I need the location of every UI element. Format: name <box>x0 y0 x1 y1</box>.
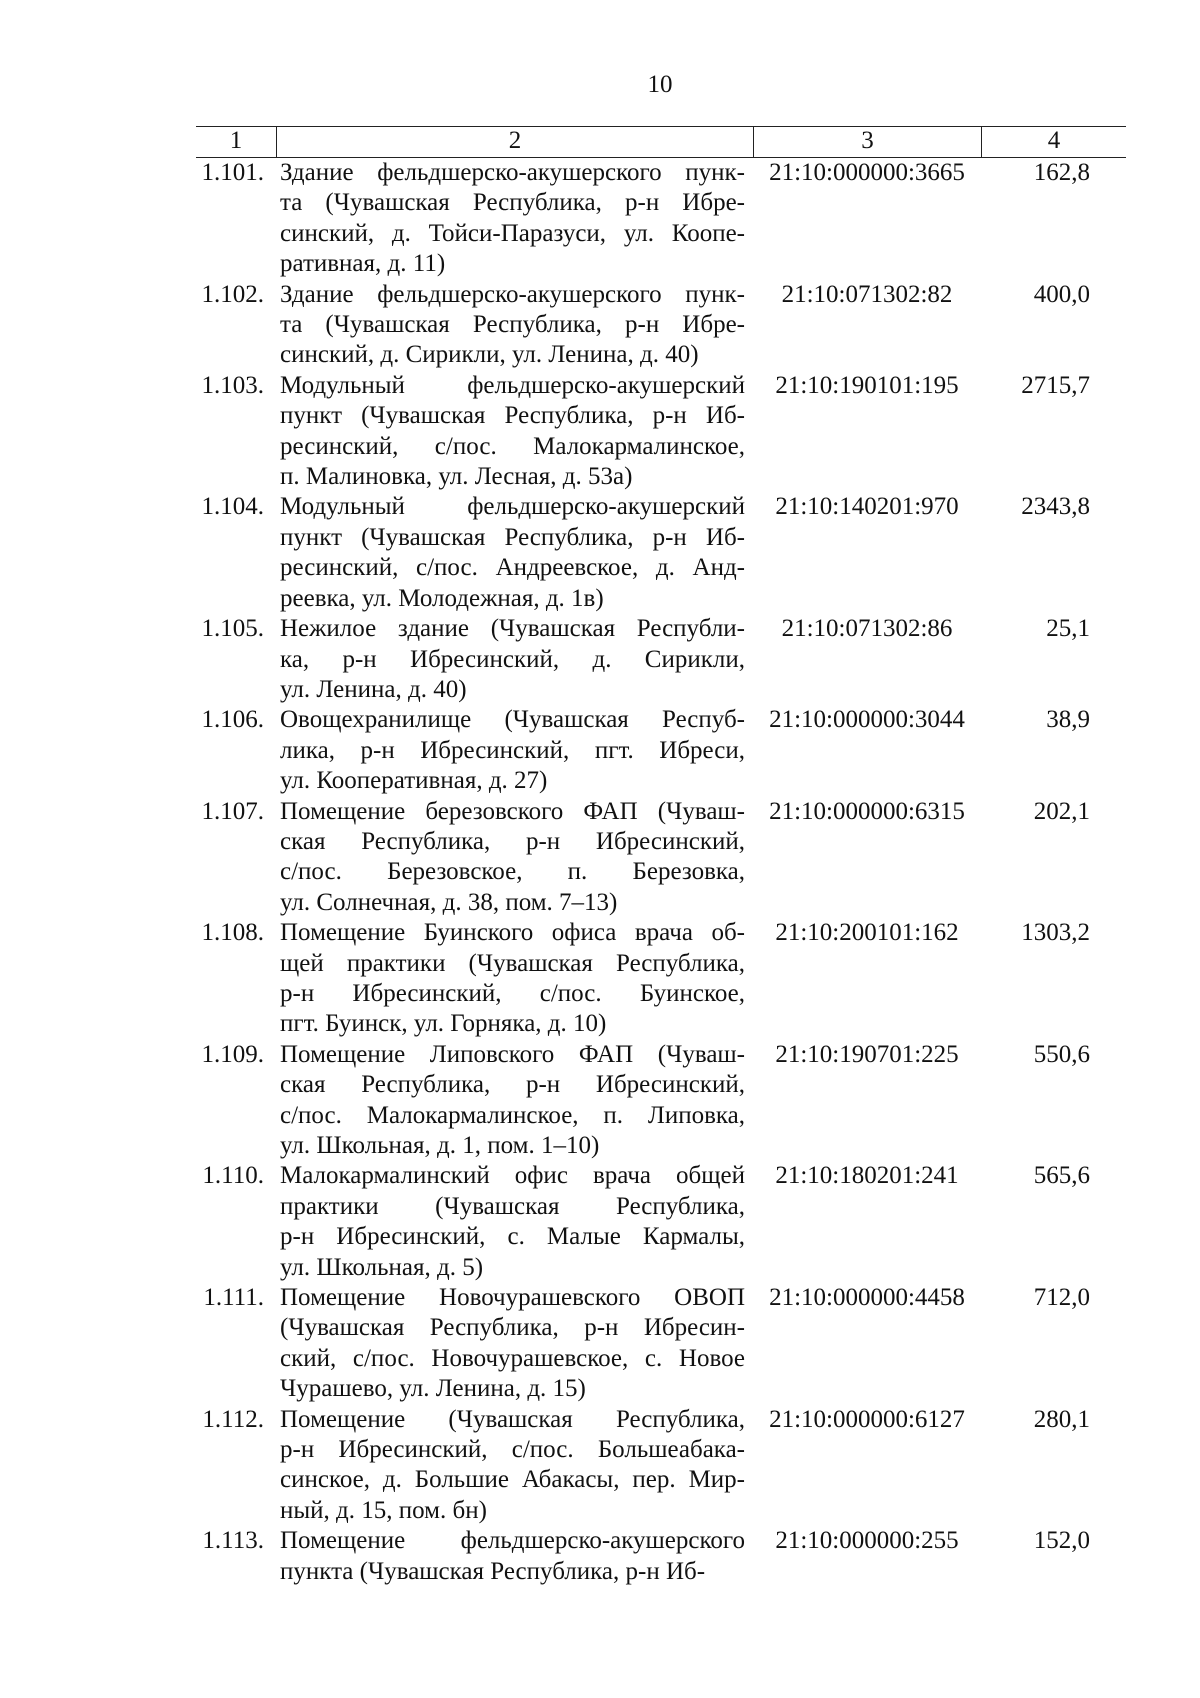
description-line: синское, д. Большие Абакасы, пер. Мир- <box>280 1466 745 1494</box>
description-line: Малокармалинский офис врача общей <box>280 1162 745 1190</box>
object-description <box>276 1526 753 1587</box>
description-line: Чурашево, ул. Ленина, д. 15) <box>280 1375 586 1403</box>
description-line: пункт (Чувашская Республика, р-н Иб- <box>280 402 745 430</box>
object-description <box>276 1405 753 1527</box>
description-line: та (Чувашская Республика, р-н Ибре- <box>280 189 745 217</box>
cadastral-number: 21:10:190701:225 <box>775 1040 959 1068</box>
area-value: 2715,7 <box>1021 371 1090 399</box>
description-line: с/пос. Малокармалинское, п. Липовка, <box>280 1101 745 1129</box>
description-line: ул. Школьная, д. 5) <box>280 1253 484 1281</box>
row-number: 1.111. <box>203 1284 264 1312</box>
description-line: ресинский, с/пос. Андреевское, д. Анд- <box>280 554 745 582</box>
object-description <box>276 158 753 280</box>
area-value: 162,8 <box>1033 159 1090 186</box>
cadastral-number: 21:10:140201:970 <box>775 493 959 521</box>
description-line: Помещение Липовского ФАП (Чуваш- <box>280 1040 745 1068</box>
object-description <box>276 280 753 371</box>
description-line: Модульный фельдшерско-акушерский <box>280 371 745 399</box>
description-line: Помещение березовского ФАП (Чуваш- <box>280 797 745 825</box>
table-row <box>196 1283 1126 1405</box>
area-value: 1303,2 <box>1021 919 1090 947</box>
description-line: практики (Чувашская Республика, <box>280 1192 745 1220</box>
description-line: ный, д. 15, пом. бн) <box>280 1496 487 1524</box>
description-line: ский, с/пос. Новочурашевское, с. Новое <box>280 1344 745 1372</box>
page-number: 10 <box>647 71 673 98</box>
description-line: Помещение фельдшерско-акушерского <box>280 1527 745 1555</box>
area-value: 202,1 <box>1033 797 1090 825</box>
area-value: 400,0 <box>1033 280 1090 308</box>
cadastral-number: 21:10:000000:255 <box>775 1527 959 1555</box>
area-value: 25,1 <box>1046 615 1090 643</box>
table-row <box>196 705 1126 796</box>
row-number: 1.112. <box>202 1405 264 1433</box>
area-value: 712,0 <box>1033 1284 1090 1312</box>
header-col-3: 3 <box>753 127 981 157</box>
table-row <box>196 918 1126 1040</box>
area-value: 152,0 <box>1033 1527 1090 1555</box>
row-number: 1.101. <box>201 159 264 186</box>
area-value: 280,1 <box>1033 1405 1090 1433</box>
description-line: ул. Солнечная, д. 38, пом. 7–13) <box>280 888 618 916</box>
row-number: 1.109. <box>201 1040 264 1068</box>
row-number: 1.103. <box>201 371 264 399</box>
table-row <box>196 492 1126 614</box>
row-number: 1.104. <box>201 493 264 521</box>
row-number: 1.102. <box>201 280 264 308</box>
property-table <box>196 126 1126 1587</box>
row-number: 1.105. <box>201 615 264 643</box>
description-line: Здание фельдшерско-акушерского пунк- <box>280 280 745 308</box>
cadastral-number: 21:10:000000:3665 <box>769 159 965 186</box>
object-description <box>276 797 753 919</box>
cadastral-number: 21:10:190101:195 <box>775 371 959 399</box>
description-line: (Чувашская Республика, р-н Ибресин- <box>280 1314 745 1342</box>
description-line: р-н Ибресинский, с. Малые Кармалы, <box>280 1223 745 1251</box>
cadastral-number: 21:10:200101:162 <box>775 919 959 947</box>
table-row <box>196 1161 1126 1283</box>
header-col-1: 1 <box>229 127 243 154</box>
row-number: 1.106. <box>201 706 264 734</box>
table-row <box>196 1405 1126 1527</box>
description-line: с/пос. Березовское, п. Березовка, <box>280 858 745 886</box>
object-description <box>276 705 753 796</box>
table-row <box>196 371 1126 493</box>
description-line: ресинский, с/пос. Малокармалинское, <box>280 432 745 460</box>
description-line: Помещение Буинского офиса врача об- <box>280 919 745 947</box>
object-description <box>276 371 753 493</box>
description-line: ская Республика, р-н Ибресинский, <box>280 827 745 855</box>
description-line: ка, р-н Ибресинский, д. Сирикли, <box>280 645 745 673</box>
cadastral-number: 21:10:000000:4458 <box>769 1284 965 1312</box>
description-line: р-н Ибресинский, с/пос. Большеабака- <box>280 1436 745 1464</box>
cadastral-number: 21:10:000000:6315 <box>769 797 965 825</box>
description-line: щей практики (Чувашская Республика, <box>280 949 745 977</box>
description-line: Овощехранилище (Чувашская Респуб- <box>280 706 745 734</box>
table-row <box>196 797 1126 919</box>
area-value: 2343,8 <box>1021 493 1090 521</box>
table-row <box>196 280 1126 371</box>
description-line: п. Малиновка, ул. Лесная, д. 53а) <box>280 463 633 491</box>
object-description <box>276 1283 753 1405</box>
object-description <box>276 918 753 1040</box>
object-description <box>276 614 753 705</box>
description-line: пункт (Чувашская Республика, р-н Иб- <box>280 523 745 551</box>
table-row <box>196 1526 1126 1587</box>
object-description <box>276 492 753 614</box>
table-row <box>196 1040 1126 1162</box>
table-row <box>196 158 1126 280</box>
cadastral-number: 21:10:071302:82 <box>781 280 953 308</box>
description-line: пгт. Буинск, ул. Горняка, д. 10) <box>280 1010 607 1038</box>
cadastral-number: 21:10:071302:86 <box>781 615 953 643</box>
description-line: ул. Ленина, д. 40) <box>280 675 467 703</box>
row-number: 1.110. <box>202 1162 264 1190</box>
table-header <box>196 126 1126 158</box>
description-line: Помещение (Чувашская Республика, <box>280 1405 745 1433</box>
description-line: ская Республика, р-н Ибресинский, <box>280 1071 745 1099</box>
table-row <box>196 614 1126 705</box>
row-number: 1.113. <box>202 1527 264 1555</box>
header-col-2: 2 <box>276 127 753 157</box>
cadastral-number: 21:10:000000:6127 <box>769 1405 965 1433</box>
row-number: 1.107. <box>201 797 264 825</box>
area-value: 38,9 <box>1046 706 1090 734</box>
description-line: Помещение Новочурашевского ОВОП <box>280 1284 745 1312</box>
table-body <box>196 158 1126 1587</box>
object-description <box>276 1040 753 1162</box>
description-line: Нежилое здание (Чувашская Республи- <box>280 615 745 643</box>
description-line: синский, д. Сирикли, ул. Ленина, д. 40) <box>280 341 699 369</box>
description-line: ул. Школьная, д. 1, пом. 1–10) <box>280 1132 600 1159</box>
area-value: 550,6 <box>1033 1040 1090 1068</box>
description-line: ул. Кооперативная, д. 27) <box>280 767 548 795</box>
object-description <box>276 1161 753 1283</box>
cadastral-number: 21:10:180201:241 <box>775 1162 959 1190</box>
description-line: пункта (Чувашская Республика, р-н Иб- <box>280 1557 706 1585</box>
description-line: та (Чувашская Республика, р-н Ибре- <box>280 311 745 339</box>
header-col-4: 4 <box>981 127 1126 157</box>
description-line: реевка, ул. Молодежная, д. 1в) <box>280 584 604 612</box>
description-line: лика, р-н Ибресинский, пгт. Ибреси, <box>280 736 745 764</box>
description-line: ративная, д. 11) <box>280 250 446 278</box>
row-number: 1.108. <box>201 919 264 947</box>
description-line: р-н Ибресинский, с/пос. Буинское, <box>280 979 745 1007</box>
area-value: 565,6 <box>1033 1162 1090 1190</box>
description-line: Здание фельдшерско-акушерского пунк- <box>280 159 745 186</box>
description-line: синский, д. Тойси-Паразуси, ул. Коопе- <box>280 219 745 247</box>
description-line: Модульный фельдшерско-акушерский <box>280 493 745 521</box>
cadastral-number: 21:10:000000:3044 <box>769 706 965 734</box>
